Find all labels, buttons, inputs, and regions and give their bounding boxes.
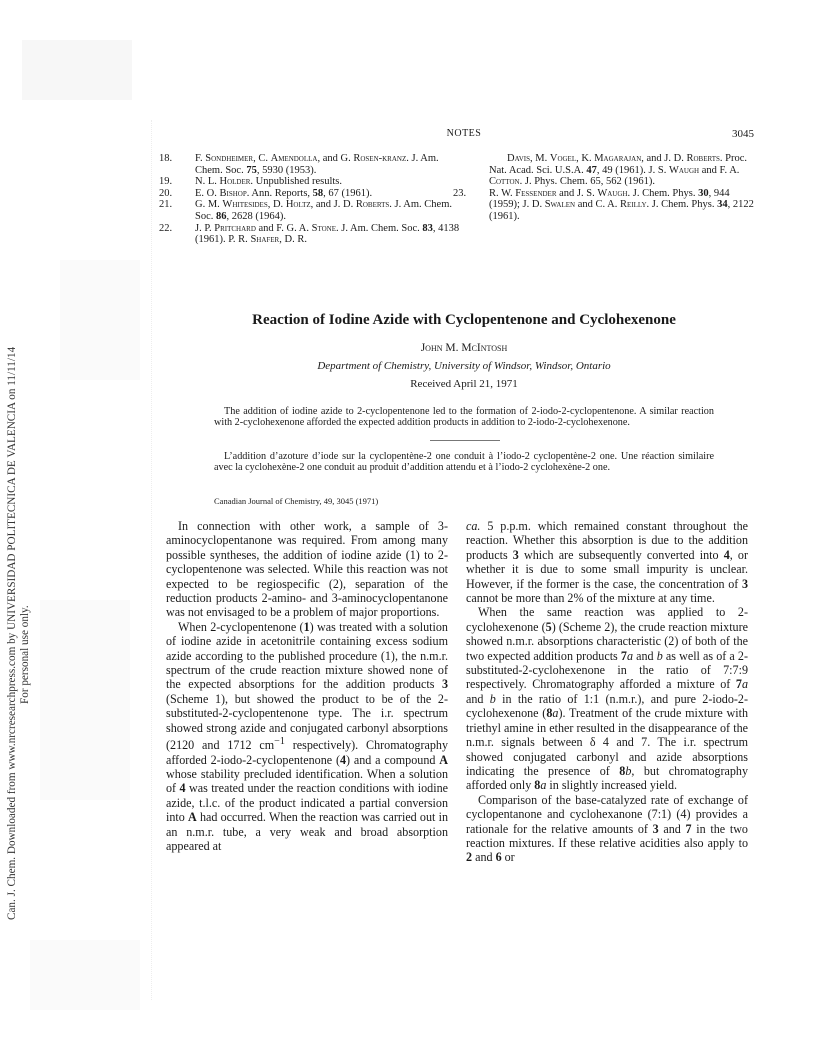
reference-text: F. Sondheimer, C. Amendolla, and G. Rosen-kranz. J. Am. Chem. Soc. 75, 5930 (1953).: [195, 153, 439, 176]
reference-text: J. P. Pritchard and F. G. A. Stone. J. Am. Chem. Soc. 83, 4138 (1961). P. R. Shafer, D. R.: [195, 222, 460, 246]
abstract-french: [214, 451, 714, 474]
reference-number: 23.: [453, 187, 467, 199]
body-paragraph: Comparison of the base-catalyzed rate of exchange of cyclopentanone and cyclohexanone (7:1) (4) provides a rationale for the relative amounts of 3 and 7 in the two reaction mixtures. If these relative acidities also apply to 2 and 6 or: [466, 792, 748, 865]
body-right-column: [466, 519, 748, 865]
watermark-line-2: For personal use only.: [19, 605, 31, 704]
reference-text: G. M. Whitesides, D. Holtz, and J. D. Roberts. J. Am. Chem. Soc. 86, 2628 (1964).: [195, 199, 452, 222]
download-watermark: [6, 150, 36, 920]
body-paragraph: When the same reaction was applied to 2-cyclohexenone (5) (Scheme 2), the crude reaction mixture showed n.m.r. absorptions characteristic (2) of both of the two expected addition products 7a and b as well as of a 2-substituted-2-cyclohexenone in the ratio of 7:7:9 respectively. Chromatography afforded a mixture of 7a and b in the ratio of 1:1 (n.m.r.), and pure 2-iodo-2-cyclohexenone (8a). Treatment of the crude mixture with triethyl amine in ether resulted in the disappearance of the n.m.r. signals between δ 4 and 7. The i.r. spectrum showed conjugated carbonyl and azide absorptions indicating the presence of 8b, but chromatography afforded only 8a in slightly increased yield.: [466, 605, 749, 793]
reference-text: R. W. Fessender and J. S. Waugh. J. Chem. Phys. 30, 944 (1959); J. D. Swalen and C. A. Reilly. J. Chem. Phys. 34, 2122 (1961).: [489, 187, 754, 222]
reference-text: Davis, M. Vogel, K. Magarajan, and J. D. Roberts. Proc. Nat. Acad. Sci. U.S.A. 47, 49 (1961). J. S. Waugh and F. A. Cotton. J. Phys. Chem. 65, 562 (1961).: [489, 153, 748, 188]
article-title: Reaction of Iodine Azide with Cyclopentenone and Cyclohexenone: [252, 312, 676, 328]
page-number: 3045: [732, 128, 754, 140]
reference-text: E. O. Bishop. Ann. Reports, 58, 67 (1961).: [195, 187, 373, 199]
reference-number: 18.: [159, 153, 173, 164]
running-head: [174, 128, 754, 142]
body-left-column: [166, 519, 448, 853]
abstract-english-text: The addition of iodine azide to 2-cyclopentenone led to the formation of 2-iodo-2-cyclopentenone. A similar reaction with 2-cyclohexenone afforded the expected addition products in addition to 2-iodo-2-cyclohexenone.: [214, 406, 714, 429]
abstract-english: [214, 406, 714, 429]
reference-entry: [159, 199, 463, 222]
reference-entry: [159, 187, 463, 200]
reference-entry: [471, 153, 757, 188]
references-left-column: [159, 153, 463, 246]
body-paragraph: In connection with other work, a sample of 3-aminocyclopentanone was required. From among many possible syntheses, the addition of iodine azide (1) to 2-cyclopentenone was selected. While this reaction was not expected to be regiospecific (2), separation of the reduction products 2-amino- and 3-aminocyclopentanone was not envisaged to be a problem of major proportions.: [166, 519, 448, 620]
reference-number: 19.: [159, 176, 173, 188]
abstract-french-text: L’addition d’azoture d’iode sur la cyclopentène-2 one conduit à l’iodo-2 cyclopentène-2 one. Une réaction similaire avec la cyclohexène-2 one conduit au produit d’addition attendu et à l’iodo-2 cyclohexène-2 one.: [214, 451, 714, 474]
reference-text: N. L. Holder. Unpublished results.: [195, 176, 342, 188]
reference-entry: [159, 176, 463, 188]
reference-number: 20.: [159, 187, 173, 199]
received-date: Received April 21, 1971: [410, 378, 518, 390]
watermark-line-1: Can. J. Chem. Downloaded from www.nrcresearchpress.com by UNIVERSIDAD POLITECNICA DE VALENCIA on 11/11/14: [6, 346, 18, 920]
reference-number: 22.: [159, 222, 173, 234]
reference-number: 21.: [159, 199, 173, 211]
abstract-divider: [430, 440, 500, 441]
article-author: John M. McIntosh: [420, 342, 508, 354]
reference-entry: [159, 153, 463, 176]
journal-citation: Canadian Journal of Chemistry, 49, 3045 (1971): [214, 496, 379, 506]
body-paragraph: When 2-cyclopentenone (1) was treated with a solution of iodine azide in acetonitrile containing excess sodium azide according to the published procedure (1), the n.m.r. spectrum of the crude reaction mixture showed none of the expected absorptions for the addition products 3 (Scheme 1), but showed the product to be of the 2-substituted-2-cyclopentenone type. The i.r. spectrum showed strong azide and conjugated carbonyl absorptions (2120 and 1712 $cm^{-1}$ respectively). Chromatography afforded 2-iodo-2-cyclopentenone (4) and a compound A whose stability precluded identification. When a solution of 4 was treated under the reaction conditions with iodine azide, t.l.c. of the product indicated a partial conversion into A had occurred. When the reaction was carried out in an n.m.r. tube, a very weak and broad absorption appeared at: [166, 619, 449, 853]
reference-entry: [453, 187, 757, 223]
article-affiliation: Department of Chemistry, University of Windsor, Windsor, Ontario: [317, 360, 611, 372]
body-paragraph: ca. 5 p.p.m. which remained constant throughout the reaction. Whether this absorption is due to the addition products 3 which are subsequently converted into 4, or whether it is due to some small impurity is unclear. However, if the former is the case, the concentration of 3 cannot be more than 2% of the mixture at any time.: [466, 519, 748, 606]
running-head-section: NOTES: [446, 128, 482, 139]
references-right-column: [453, 153, 757, 223]
reference-entry: [159, 222, 463, 246]
